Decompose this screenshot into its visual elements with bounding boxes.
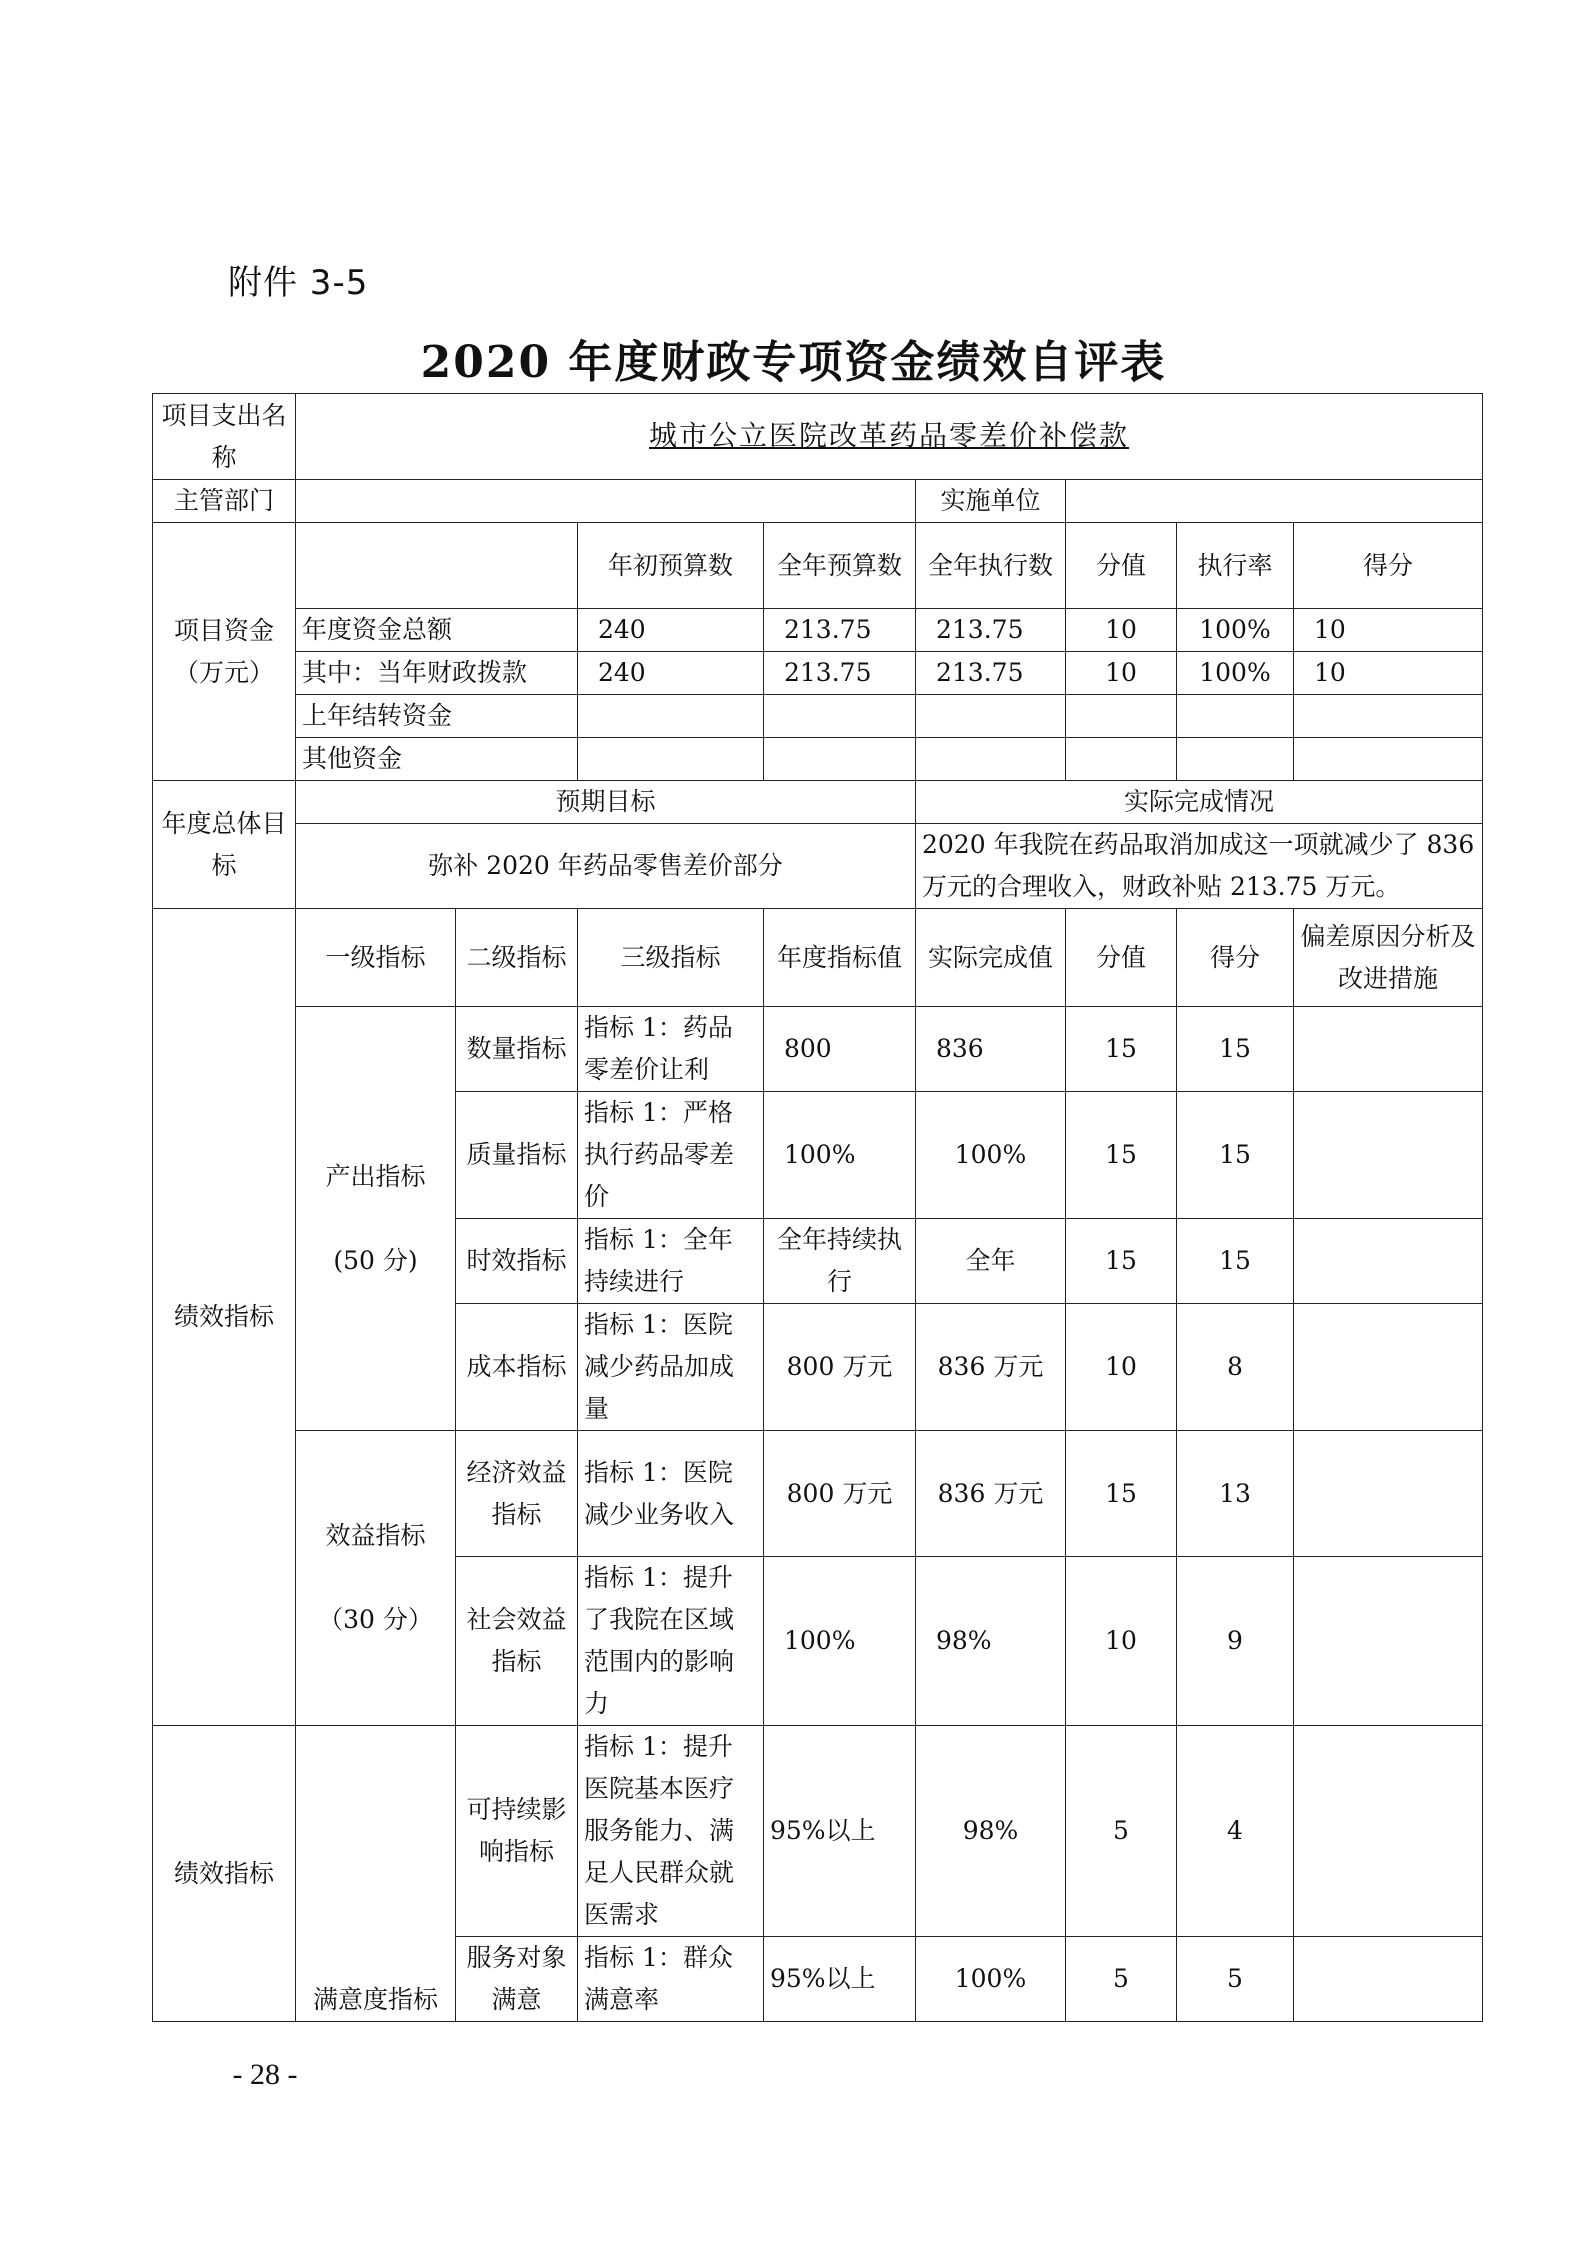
dept-value [296,480,916,523]
level3-cell: 指标 1：医院减少业务收入 [578,1431,764,1557]
score-cell: 13 [1177,1431,1294,1557]
funds-row-label: 其中：当年财政拨款 [296,652,578,695]
actual-cell: 98% [916,1726,1066,1937]
level2-cell: 数量指标 [456,1007,578,1092]
value-cell: 10 [1066,1304,1177,1431]
actual-cell: 100% [916,1937,1066,2022]
dept-row [153,480,1483,523]
level2-cell: 成本指标 [456,1304,578,1431]
indicator-header-level2: 二级指标 [456,909,578,1007]
level2-cell: 服务对象满意 [456,1937,578,2022]
level3-cell: 指标 1：医院减少药品加成量 [578,1304,764,1431]
level2-cell: 时效指标 [456,1219,578,1304]
value-cell: 15 [1066,1431,1177,1557]
funds-cell [1294,738,1483,781]
funds-row [153,609,1483,652]
project-name-text: 城市公立医院改革药品零差价补偿款 [649,419,1130,452]
funds-cell [1177,695,1294,738]
level2-cell: 可持续影响指标 [456,1726,578,1937]
target-cell: 800 万元 [764,1431,916,1557]
funds-header-row [153,523,1483,609]
funds-row-label: 上年结转资金 [296,695,578,738]
level2-cell: 社会效益指标 [456,1557,578,1726]
funds-cell: 10 [1066,609,1177,652]
deviation-cell [1294,1557,1483,1726]
goals-label: 年度总体目标 [153,781,296,909]
deviation-cell [1294,1007,1483,1092]
funds-cell: 213.75 [916,652,1066,695]
level3-cell: 指标 1：群众满意率 [578,1937,764,2022]
benefit-indicator-points: （30 分） [318,1605,433,1634]
funds-row [153,738,1483,781]
funds-cell: 240 [578,609,764,652]
funds-header-score: 得分 [1294,523,1483,609]
funds-header-initial: 年初预算数 [578,523,764,609]
target-cell: 全年持续执行 [764,1219,916,1304]
indicators-section-label-2: 绩效指标 [153,1726,296,2022]
actual-cell: 98% [916,1557,1066,1726]
indicators-section-label: 绩效指标 [153,909,296,1726]
funds-cell: 10 [1294,652,1483,695]
funds-cell: 213.75 [764,609,916,652]
goals-content-row [153,824,1483,909]
funds-cell [916,695,1066,738]
project-name-value [296,394,1483,480]
page-title: 2020 年度财政专项资金绩效自评表 [420,337,1167,388]
funds-cell: 240 [578,652,764,695]
indicator-row [153,1007,1483,1092]
deviation-cell [1294,1304,1483,1431]
funds-header-value: 分值 [1066,523,1177,609]
funds-label: 项目资金（万元） [153,523,296,781]
actual-cell: 836 [916,1007,1066,1092]
score-cell: 8 [1177,1304,1294,1431]
level3-cell: 指标 1：提升医院基本医疗服务能力、满足人民群众就医需求 [578,1726,764,1937]
funds-cell: 100% [1177,652,1294,695]
indicator-header-level1: 一级指标 [296,909,456,1007]
satisfaction-indicator-group [296,1726,456,2022]
funds-cell [1066,738,1177,781]
funds-header-blank [296,523,578,609]
goals-header-row [153,781,1483,824]
value-cell: 15 [1066,1092,1177,1219]
funds-cell: 10 [1294,609,1483,652]
funds-header-executed: 全年执行数 [916,523,1066,609]
value-cell: 5 [1066,1726,1177,1937]
funds-cell [1177,738,1294,781]
deviation-cell [1294,1726,1483,1937]
project-name-label: 项目支出名称 [153,394,296,480]
output-indicator-group [296,1007,456,1431]
funds-cell: 100% [1177,609,1294,652]
level3-cell: 指标 1：药品零差价让利 [578,1007,764,1092]
funds-row-label: 其他资金 [296,738,578,781]
goals-actual-text: 2020 年我院在药品取消加成这一项就减少了 836 万元的合理收入，财政补贴 213.75 万元。 [916,824,1483,909]
goals-expected-header: 预期目标 [296,781,916,824]
score-cell: 15 [1177,1007,1294,1092]
funds-cell [916,738,1066,781]
level2-cell: 经济效益指标 [456,1431,578,1557]
actual-cell: 836 万元 [916,1431,1066,1557]
target-cell: 95%以上 [764,1937,916,2022]
deviation-cell [1294,1219,1483,1304]
page-number: - 28 - [232,2058,298,2091]
indicator-row [153,1726,1483,1937]
value-cell: 5 [1066,1937,1177,2022]
funds-cell [1294,695,1483,738]
output-indicator-points: (50 分) [333,1245,418,1275]
funds-cell: 213.75 [916,609,1066,652]
indicator-header-actual: 实际完成值 [916,909,1066,1007]
score-cell: 9 [1177,1557,1294,1726]
score-cell: 15 [1177,1092,1294,1219]
target-cell: 95%以上 [764,1726,916,1937]
level3-cell: 指标 1：严格执行药品零差价 [578,1092,764,1219]
funds-header-annual: 全年预算数 [764,523,916,609]
performance-table [152,393,1483,2022]
deviation-cell [1294,1431,1483,1557]
benefit-indicator-group [296,1431,456,1726]
satisfaction-indicator-label: 满意度指标 [312,1985,438,2014]
value-cell: 10 [1066,1557,1177,1726]
deviation-cell [1294,1937,1483,2022]
goals-actual-header: 实际完成情况 [916,781,1483,824]
unit-value [1066,480,1483,523]
deviation-cell [1294,1092,1483,1219]
goals-expected-text: 弥补 2020 年药品零售差价部分 [296,824,916,909]
target-cell: 800 万元 [764,1304,916,1431]
funds-row [153,652,1483,695]
score-cell: 4 [1177,1726,1294,1937]
level3-cell: 指标 1：提升了我院在区域范围内的影响力 [578,1557,764,1726]
indicator-header-deviation: 偏差原因分析及改进措施 [1294,909,1483,1007]
funds-row-label: 年度资金总额 [296,609,578,652]
unit-label: 实施单位 [916,480,1066,523]
indicator-header-target: 年度指标值 [764,909,916,1007]
funds-row [153,695,1483,738]
score-cell: 5 [1177,1937,1294,2022]
benefit-indicator-label: 效益指标 [325,1521,426,1550]
funds-cell [1066,695,1177,738]
funds-cell [578,695,764,738]
target-cell: 100% [764,1557,916,1726]
value-cell: 15 [1066,1007,1177,1092]
indicator-header-row [153,909,1483,1007]
target-cell: 100% [764,1092,916,1219]
actual-cell: 100% [916,1092,1066,1219]
output-indicator-label: 产出指标 [325,1161,426,1191]
funds-cell [578,738,764,781]
actual-cell: 836 万元 [916,1304,1066,1431]
indicator-row [153,1431,1483,1557]
score-cell: 15 [1177,1219,1294,1304]
dept-label: 主管部门 [153,480,296,523]
funds-cell [764,738,916,781]
attachment-label: 附件 3-5 [228,263,369,303]
actual-cell: 全年 [916,1219,1066,1304]
funds-cell: 213.75 [764,652,916,695]
indicator-header-value: 分值 [1066,909,1177,1007]
level3-cell: 指标 1：全年持续进行 [578,1219,764,1304]
funds-cell: 10 [1066,652,1177,695]
indicator-header-score: 得分 [1177,909,1294,1007]
funds-cell [764,695,916,738]
project-name-row [153,394,1483,480]
target-cell: 800 [764,1007,916,1092]
funds-header-rate: 执行率 [1177,523,1294,609]
level2-cell: 质量指标 [456,1092,578,1219]
indicator-header-level3: 三级指标 [578,909,764,1007]
value-cell: 15 [1066,1219,1177,1304]
